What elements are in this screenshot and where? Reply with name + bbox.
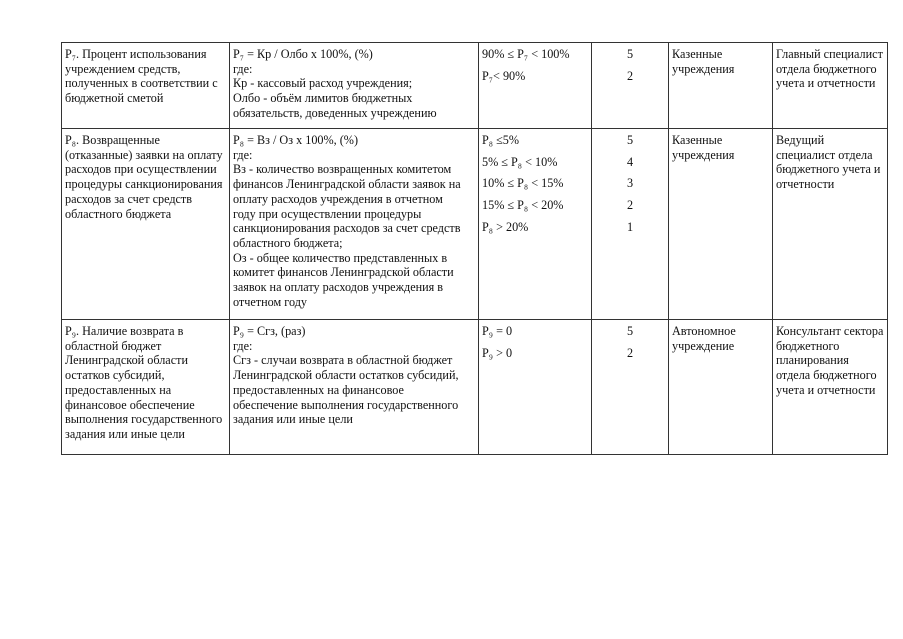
condition-line: P₇< 90% [482, 68, 526, 83]
score-value: 2 [626, 68, 634, 83]
formula-line: финансов Ленинградской области заявок на [233, 177, 461, 192]
indicator-cell: P₇. Процент использования учреждением средств, полученных в соответствии с бюджетной сметой [62, 43, 230, 129]
score-cell [592, 129, 669, 320]
condition-line: 15% ≤ P₈ < 20% [482, 198, 564, 213]
formula-line: где: [233, 61, 253, 76]
responsible-cell: Главный специалист отдела бюджетного учета и отчетности [773, 43, 888, 129]
formula-line: P₈ = Вз / Оз х 100%, (%) [233, 133, 359, 147]
condition-cell [479, 320, 592, 455]
condition-cell [479, 43, 592, 129]
table-row [62, 43, 888, 129]
condition-line: P₈ > 20% [482, 219, 529, 234]
score-value: 2 [626, 198, 634, 213]
condition-line: P₉ = 0 [482, 324, 513, 338]
score-value: 5 [626, 324, 634, 338]
formula-line: Сгз - случаи возврата в областной бюджет [233, 353, 453, 368]
institution-type-cell: Казенные учреждения [669, 129, 773, 320]
formula-line: P₉ = Сгз, (раз) [233, 324, 306, 338]
institution-type-cell: Казенные учреждения [669, 43, 773, 129]
formula-line: Кр - кассовый расход учреждения; [233, 76, 413, 91]
formula-line: Олбо - объём лимитов бюджетных [233, 91, 413, 106]
formula-line: году при осуществлении процедуры [233, 206, 422, 221]
indicator-cell: P₈. Возвращенные (отказанные) заявки на оплату расходов при осуществлении процедуры санкционирования расходов за счет средств областного бюджета [62, 129, 230, 320]
formula-line: задания или иные цели [233, 412, 353, 427]
indicator-cell: P₉. Наличие возврата в областной бюджет Ленинградской области остатков субсидий, предоставленных на финансовое обеспечение выполнения государственного задания или иные цели [62, 320, 230, 455]
formula-line: Оз - общее количество представленных в [233, 250, 448, 265]
formula-cell [230, 320, 479, 455]
score-value: 5 [626, 133, 634, 147]
score-cell [592, 320, 669, 455]
institution-type-cell: Автономное учреждение [669, 320, 773, 455]
score-value: 1 [626, 219, 634, 234]
formula-line: санкционирования расходов за счет средств [233, 221, 461, 236]
score-value: 3 [626, 176, 634, 191]
condition-cell [479, 129, 592, 320]
formula-line: P₇ = Кр / Олбо х 100%, (%) [233, 47, 373, 61]
formula-line: где: [233, 147, 253, 162]
score-value: 4 [626, 154, 634, 169]
formula-line: обязательств, доведенных учреждению [233, 105, 437, 120]
criteria-table [61, 42, 888, 455]
condition-line: 5% ≤ P₈ < 10% [482, 154, 558, 169]
table-row [62, 129, 888, 320]
responsible-cell: Консультант сектора бюджетного планирования отдела бюджетного учета и отчетности [773, 320, 888, 455]
condition-line: P₈ ≤5% [482, 133, 520, 147]
formula-line: заявок на оплату расходов учреждения в [233, 280, 444, 295]
score-value: 2 [626, 345, 634, 360]
formula-line: Вз - количество возвращенных комитетом [233, 162, 452, 177]
formula-cell [230, 43, 479, 129]
condition-line: P₉ > 0 [482, 345, 513, 360]
responsible-cell: Ведущий специалист отдела бюджетного учета и отчетности [773, 129, 888, 320]
formula-line: где: [233, 338, 253, 353]
table-row [62, 320, 888, 455]
formula-line: Ленинградской области остатков субсидий, [233, 368, 459, 383]
score-value: 5 [626, 47, 634, 61]
condition-line: 90% ≤ P₇ < 100% [482, 47, 570, 61]
formula-line: отчетном году [233, 294, 307, 309]
condition-line: 10% ≤ P₈ < 15% [482, 176, 564, 191]
criteria-table-body [62, 43, 888, 455]
score-cell [592, 43, 669, 129]
formula-line: комитет финансов Ленинградской области [233, 265, 454, 280]
formula-cell [230, 129, 479, 320]
formula-line: обеспечение выполнения государственного [233, 397, 459, 412]
formula-line: предоставленных на финансовое [233, 382, 404, 397]
formula-line: оплату расходов учреждения в отчетном [233, 191, 443, 206]
formula-line: областного бюджета; [233, 235, 343, 250]
